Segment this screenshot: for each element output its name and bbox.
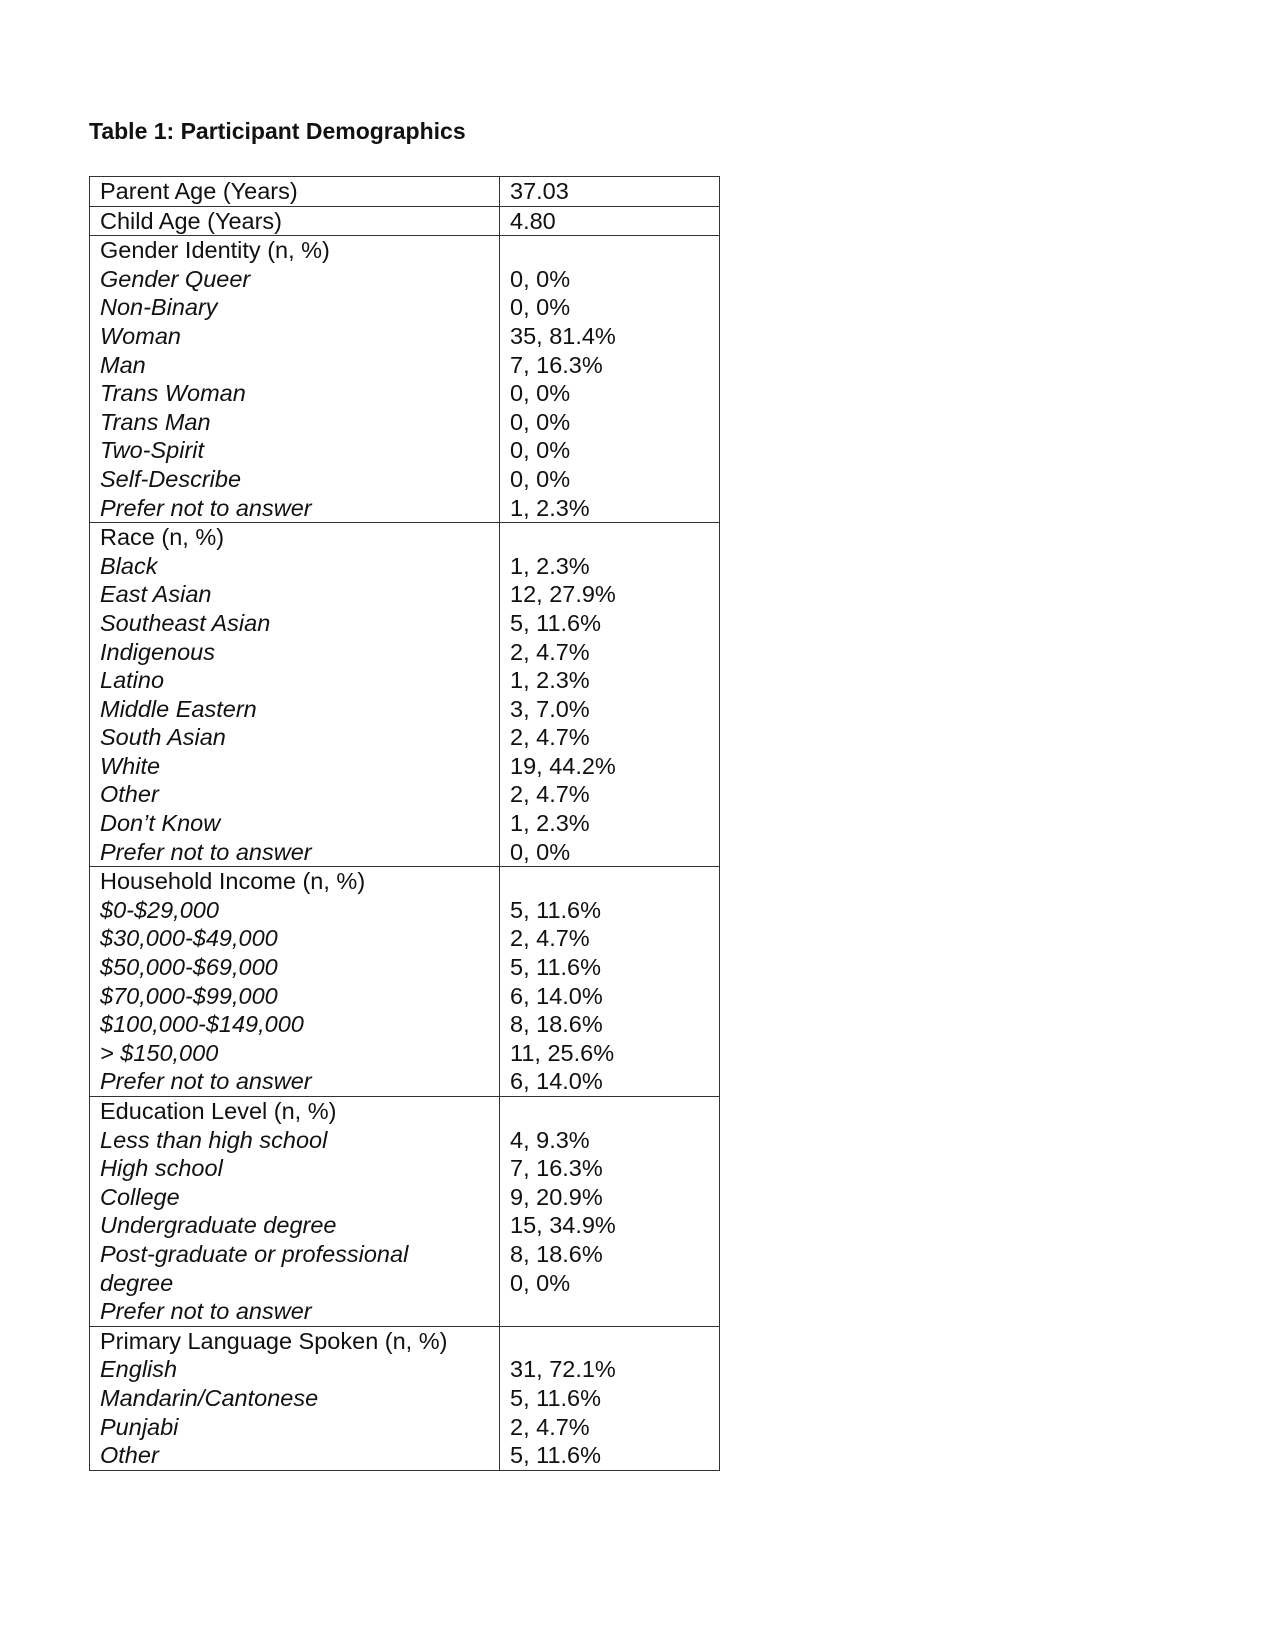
table-section-primary-language [90, 1326, 720, 1470]
list-item-value: 7, 16.3% [510, 351, 603, 378]
list-item-value: 0, 0% [510, 1269, 571, 1296]
section-labels [90, 1097, 500, 1327]
header-spacer [510, 1327, 709, 1356]
list-item-label: Black [100, 552, 158, 579]
list-item-value: 0, 0% [510, 380, 571, 407]
row-value [500, 206, 720, 236]
list-item-value: 5, 11.6% [510, 896, 602, 923]
row-value-text: 4.80 [510, 207, 556, 234]
list-item-value: 2, 4.7% [510, 638, 590, 665]
list-item-value: 6, 14.0% [510, 982, 603, 1009]
list-item-label: East Asian [100, 581, 212, 608]
list-item-label: Less than high school [100, 1126, 328, 1153]
list-item-value: 5, 11.6% [510, 954, 602, 981]
list-item-label: Prefer not to answer [100, 1298, 312, 1325]
page-title: Table 1: Participant Demographics [89, 118, 466, 144]
section-header: Household Income (n, %) [100, 868, 366, 895]
list-item-value: 8, 18.6% [510, 1011, 603, 1038]
header-spacer [510, 867, 709, 896]
list-item-label: Woman [100, 322, 181, 349]
list-item-value: 1, 2.3% [510, 494, 590, 521]
list-item-value: 0, 0% [510, 465, 571, 492]
list-item-label: Other [100, 1442, 159, 1469]
list-item-label: Punjabi [100, 1413, 179, 1440]
list-item-label: Post-graduate or professional [100, 1240, 409, 1267]
list-item-label: Prefer not to answer [100, 838, 312, 865]
list-item-label: Trans Man [100, 408, 211, 435]
list-item-value: 1, 2.3% [510, 552, 590, 579]
section-header: Gender Identity (n, %) [100, 237, 330, 264]
list-item-label: $50,000-$69,000 [100, 954, 278, 981]
table-row-child-age [90, 206, 720, 236]
list-item-label: $100,000-$149,000 [100, 1011, 304, 1038]
list-item-label: Prefer not to answer [100, 494, 312, 521]
list-item-value: 2, 4.7% [510, 724, 590, 751]
row-value-text: 37.03 [510, 178, 569, 204]
section-labels [90, 1326, 500, 1470]
list-item-label: > $150,000 [100, 1039, 219, 1066]
list-item-value: 5, 11.6% [510, 609, 602, 636]
list-item-value: 0, 0% [510, 408, 571, 435]
list-item-label: Man [100, 351, 146, 378]
list-item-value: 12, 27.9% [510, 581, 616, 608]
list-item-label: College [100, 1183, 180, 1210]
list-item-value: 35, 81.4% [510, 322, 616, 349]
list-item-label: White [100, 752, 161, 779]
list-item-label: Indigenous [100, 638, 215, 665]
list-item-value: 2, 4.7% [510, 781, 590, 808]
list-item-label: Non-Binary [100, 294, 218, 321]
list-item-value: 5, 11.6% [510, 1384, 602, 1411]
table-section-education-level [90, 1097, 720, 1327]
list-item-label: South Asian [100, 724, 226, 751]
list-item-label: Prefer not to answer [100, 1068, 312, 1095]
list-item-value: 7, 16.3% [510, 1155, 603, 1182]
list-item-label: Trans Woman [100, 380, 246, 407]
list-item-value: 9, 20.9% [510, 1183, 603, 1210]
row-label-text: Child Age (Years) [100, 207, 283, 234]
list-item-value: 0, 0% [510, 265, 571, 292]
row-label [90, 206, 500, 236]
list-item-value: 2, 4.7% [510, 1413, 590, 1440]
section-values [500, 1097, 720, 1327]
list-item-label: Southeast Asian [100, 609, 271, 636]
row-label [90, 177, 500, 207]
list-item-value: 1, 2.3% [510, 667, 590, 694]
section-values [500, 1326, 720, 1470]
list-item-value: 0, 0% [510, 838, 571, 865]
table-section-race [90, 523, 720, 867]
list-item-value: 2, 4.7% [510, 925, 590, 952]
section-labels [90, 236, 500, 523]
section-values [500, 236, 720, 523]
section-labels [90, 867, 500, 1097]
list-item-value: 4, 9.3% [510, 1126, 590, 1153]
list-item-label: Mandarin/Cantonese [100, 1384, 319, 1411]
list-item-label: High school [100, 1155, 223, 1182]
table-row-parent-age [90, 177, 720, 207]
list-item-label: Undergraduate degree [100, 1212, 337, 1239]
section-header: Education Level (n, %) [100, 1098, 337, 1124]
list-item-label: $0-$29,000 [100, 896, 219, 923]
section-values [500, 523, 720, 867]
list-item-value: 31, 72.1% [510, 1356, 616, 1383]
list-item-value: 19, 44.2% [510, 752, 616, 779]
header-spacer [510, 236, 709, 265]
header-spacer [510, 1097, 709, 1126]
list-item-value: 0, 0% [510, 437, 571, 464]
list-item-value: 6, 14.0% [510, 1068, 603, 1095]
list-item-value: 15, 34.9% [510, 1212, 616, 1239]
list-item-label: Self-Describe [100, 465, 242, 492]
section-labels [90, 523, 500, 867]
list-item-label: English [100, 1356, 178, 1383]
list-item-label: Gender Queer [100, 265, 251, 292]
list-item-label: $70,000-$99,000 [100, 982, 278, 1009]
list-item-label: Latino [100, 667, 165, 694]
header-spacer [510, 523, 709, 552]
demographics-table [89, 176, 720, 1471]
table-section-gender-identity [90, 236, 720, 523]
list-item-label: $30,000-$49,000 [100, 925, 278, 952]
list-item-label: Don’t Know [100, 810, 221, 837]
list-item-value: 11, 25.6% [510, 1039, 615, 1066]
section-values [500, 867, 720, 1097]
list-item-value: 5, 11.6% [510, 1442, 602, 1469]
list-item-label: Two-Spirit [100, 437, 205, 464]
list-item-value: 3, 7.0% [510, 695, 590, 722]
section-header: Primary Language Spoken (n, %) [100, 1327, 448, 1354]
list-item-value: 8, 18.6% [510, 1240, 603, 1267]
list-item-value: 0, 0% [510, 294, 571, 321]
section-header: Race (n, %) [100, 524, 225, 551]
row-label-text: Parent Age (Years) [100, 178, 298, 204]
list-item-label: degree [100, 1269, 174, 1296]
table-section-household-income [90, 867, 720, 1097]
list-item-label: Middle Eastern [100, 695, 257, 722]
row-value [500, 177, 720, 207]
list-item-value: 1, 2.3% [510, 810, 590, 837]
list-item-label: Other [100, 781, 159, 808]
